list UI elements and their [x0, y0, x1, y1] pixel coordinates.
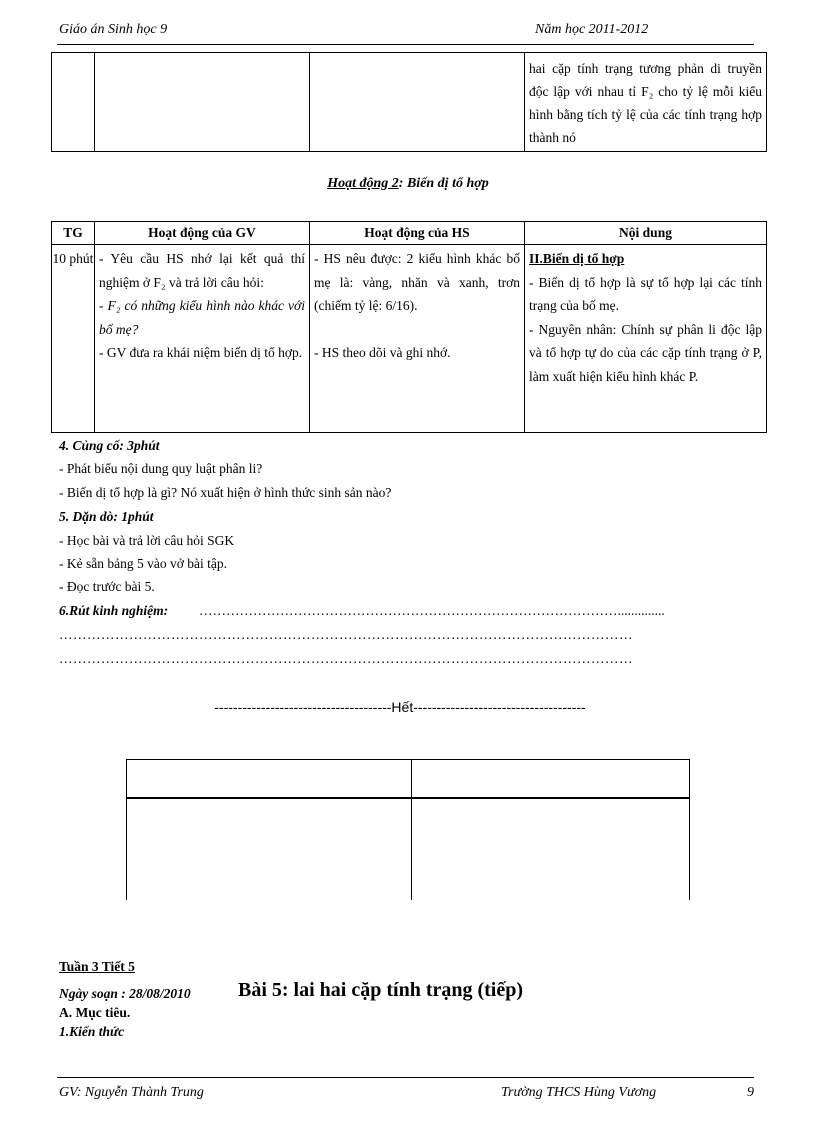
footer-teacher: GV: Nguyễn Thành Trung	[59, 1085, 204, 1100]
content-cause: - Nguyên nhân: Chính sự phân li độc lập và tổ hợp tự do của các cặp tính trạng ở P, làm xuất hiện kiểu hình khác P.	[529, 321, 762, 384]
hs-answer: - HS nêu được: 2 kiểu hình khác bố mẹ là: vàng, nhăn và xanh, trơn (chiếm tỷ lệ: 6/16).	[314, 251, 520, 313]
gv-step-2: - GV đưa ra khái niệm biến dị tổ hợp.	[99, 345, 303, 360]
header-school-year: Năm học 2011-2012	[535, 22, 649, 37]
cung-co-title: 4. Củng cố: 3phút	[59, 438, 160, 453]
cung-co-item-1: - Phát biểu nội dung quy luật phân li?	[59, 461, 263, 476]
week-label: Tuần 3 Tiết 5	[59, 959, 135, 974]
header-rule	[57, 44, 754, 45]
dan-do-title: 5. Dặn dò: 1phút	[59, 509, 154, 524]
date-label: Ngày soạn : 28/08/2010	[59, 986, 191, 1001]
col-header-hs: Hoạt động của HS	[310, 222, 525, 245]
dan-do-item-1: - Học bài và trả lời câu hỏi SGK	[59, 533, 235, 548]
table-row	[52, 245, 767, 433]
hs-note: - HS theo dõi và ghi nhớ.	[314, 344, 451, 360]
activity2-text: : Biến dị tổ hợp	[398, 176, 489, 191]
section-a: A. Mục tiêu.	[59, 1005, 131, 1020]
cell-time: 10 phút	[52, 245, 95, 433]
top-table-cell-hs	[310, 53, 525, 152]
cung-co-item-2: - Biến dị tổ hợp là gì? Nó xuất hiện ở hình thức sinh sản nào?	[59, 485, 392, 500]
activity2-label: Hoạt động 2	[327, 176, 399, 191]
col-header-time: TG	[52, 222, 95, 245]
footer-school: Trường THCS Hùng Vương	[501, 1085, 657, 1100]
page-number: 9	[747, 1085, 754, 1100]
lesson-title: Bài 5: lai hai cặp tính trạng (tiếp)	[238, 979, 524, 1001]
cell-gv	[95, 245, 310, 433]
cell-hs	[310, 245, 525, 433]
rut-kinh-nghiem-dots-2: ……………………………………………………………………………………………………………	[59, 627, 633, 642]
content-section-title: II.Biến dị tổ hợp	[529, 251, 625, 266]
content-definition: - Biến dị tổ hợp là sự tổ hợp lại các tính trạng của bố mẹ.	[529, 274, 762, 313]
header-subject: Giáo án Sinh học 9	[59, 22, 168, 37]
dan-do-item-2: - Kẻ sẵn bảng 5 vào vở bài tập.	[59, 556, 227, 571]
col-header-content: Nội dung	[525, 222, 767, 245]
table-header-row	[52, 222, 767, 245]
footer-rule	[57, 1077, 754, 1078]
end-marker: --------------------------------------Hết-------------------------------------	[214, 699, 586, 715]
top-table	[51, 52, 767, 152]
rut-kinh-nghiem-dots-1: …………………………………………………………………………………..............	[199, 603, 665, 618]
sub-section-knowledge: 1.Kiến thức	[59, 1024, 125, 1039]
activity2-table	[51, 221, 767, 433]
top-table-cell-content: hai cặp tính trạng tương phản di truyền độc lập với nhau tỉ F₂ cho tỷ lệ mỗi kiểu hình bằng tích tỷ lệ của các tính trạng hợp thành nó	[525, 53, 767, 152]
col-header-gv: Hoạt động của GV	[95, 222, 310, 245]
rut-kinh-nghiem-dots-3: ……………………………………………………………………………………………………………	[59, 651, 633, 666]
top-table-cell-time	[52, 53, 95, 152]
empty-box-row-rule	[127, 797, 689, 799]
empty-box-table	[126, 759, 690, 900]
cell-content	[525, 245, 767, 433]
gv-question: - F₂ có những kiểu hình nào khác với bố mẹ?	[99, 298, 305, 337]
gv-step-1: - Yêu cầu HS nhớ lại kết quả thí nghiệm ở F₂ và trả lời câu hỏi:	[99, 251, 305, 290]
top-table-cell-gv	[95, 53, 310, 152]
empty-box-divider	[411, 760, 412, 900]
activity2-title	[0, 176, 816, 192]
rut-kinh-nghiem-title: 6.Rút kinh nghiệm:	[59, 603, 169, 618]
dan-do-item-3: - Đọc trước bài 5.	[59, 579, 155, 594]
